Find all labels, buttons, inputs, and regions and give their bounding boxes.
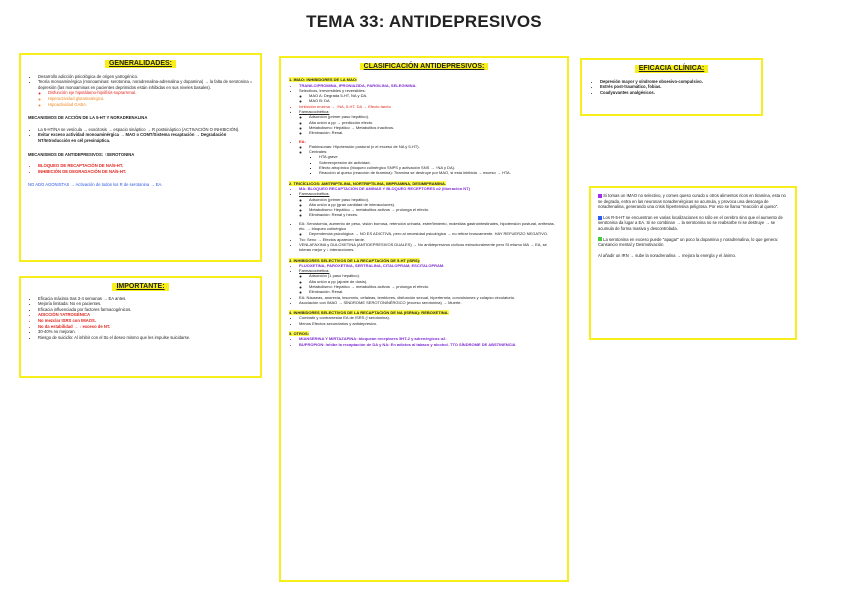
footer-note: NO ADO AGONISTAS → Activación de todos los R de serotonina → EA. (28, 182, 163, 188)
mec-antidepresivos-title: MECANISMOS DE ANTIDEPRESIVOS: ↑SEROTONINA (28, 151, 135, 157)
list-item: ◦ Metabolismo: Hepático → Metabolitos inactivos. (309, 125, 559, 130)
note-paragraph: La serotonina en exceso puede "apagar" un poco la dopamina y noradrenalina, lo que genera: Cansancio mental y Desmotivación (598, 236, 778, 248)
list-item: • ADICCIÓN YATROGÉNICA (38, 312, 253, 318)
list-item: • Eficacia máxima tras 3-4 semanas → EA antes. (38, 296, 253, 302)
list-item: • INHIBICIÓN DE DEGRADACIÓN DE NA/5-HT. (38, 169, 253, 175)
list-item: • Farmacocinética: (299, 191, 559, 196)
generalidades-box (19, 53, 262, 262)
list-item: ◦ Metabolismo: Hepático → metabolitos activos → prolonga el efecto. (309, 207, 559, 212)
importante-header: IMPORTANTE: (112, 283, 168, 291)
list-item: • VENLAFAXINA y DULOXETINA (ANTIDEPRESIVOS DUALES) → No antidepresivos cíclicos estructuralmente pero SI mismo MA → EA, se toleran mejor y ↓ interacciones. (299, 242, 559, 253)
list-item: ◦ MAO B: DA (309, 98, 559, 103)
list-item: ◦ Dependencia psicológica → NO ES ADICTIVA, pero al necesidad psicológica → no retirar bruscamente. HAY REFUERZO NEGATIVO. (309, 231, 559, 236)
list-item: • Tto: Seno → Efectos aparecen tarde. (299, 237, 559, 242)
list-item: • Selectivos, irreversibles y reversibles. (299, 88, 559, 93)
list-item: • TRANILCIPROMINA, IPRONIAZIDA, PARGILINA, SELEGININA. (299, 83, 559, 88)
list-item: ◦ Alta unión a pp (ajuste de dosis). (309, 279, 559, 284)
eficacia-list (590, 79, 753, 96)
list-item: • BUPROPION: Inhibe la recaptación de DA y NA: En adictos al tabaco y alcohol. TTO SÍNDROME DE ABSTINENCIA (299, 342, 559, 347)
note-paragraph: Los R-5-HT se encuentran en varias localizaciones no sólo en el cerebro sino que el aumento de serotonina da lugar a EA. Si se combinan → la serotonina no se reabsorbe ni se destruye → se acumula de forma masiva y descontrolada. (598, 214, 783, 231)
importante-list (28, 296, 253, 341)
eficacia-header: EFICACIA CLÍNICA: (635, 65, 708, 73)
list-item: ◦ Eliminación: Renal. (309, 130, 559, 135)
list-item: • MA: BLOQUEO RECAPTACIÓN DE AMINAS Y BLOQUEO RECEPTORES α2 (liberación NT) (299, 186, 559, 191)
list-item: • No da estabilidad → ↓ exceso de NT. (38, 324, 253, 330)
section-title: 3. INHIBIDORES SELECTIVOS DE LA RECAPTACIÓN DE 5-HT (ISRS): (289, 257, 421, 263)
section-isrna (289, 310, 559, 326)
list-item: • BLOQUEO DE RECAPTACIÓN DE NA/5-HT. (38, 163, 253, 169)
list-item: • FLUOXETINA, PAROXETINA, SERTRALINA, CITALOPRAM, ESCITALOPRAM. (299, 263, 559, 268)
list-item: ◦ Alta unión a pp (gran cantidad de interacciones). (309, 202, 559, 207)
list-item: • EA: Náuseas, anorexia, insomnio, cefaleas, temblores, disfunción sexual, hipertermia, convulsiones y colapso circulatorio. (299, 295, 559, 300)
section-title: 2. TRICÍCLICOS: AMITRIPTILINA, NORTRIPTILINA, IMIPRAMINA, DESIMIPRAMINA. (289, 180, 446, 186)
list-item: ◦ Alta unión a pp → predicción efecto. (309, 120, 559, 125)
list-item: • La 5-HT/NA se vesícula → exocitosis → espacio sináptico → R postsináptico (ACTIVACIÓN O INHIBICIÓN). (38, 127, 253, 133)
notas-box (589, 186, 797, 340)
list-item: • Farmacocinética: (299, 268, 559, 273)
list-item: • Combatir y contrarrestar EA de ISRS (↑serotonina). (299, 315, 559, 320)
section-title: 4. INHIBIDORES SELECTIVOS DE LA RECAPTACIÓN DE NA (ISRNA): REBOXETINA. (289, 310, 449, 316)
list-item: • Evitar exceso actividad monoaminérgica → MAO o COMT/Sistema recaptación → Degradación NT/Introducción en cél presináptica. (38, 132, 253, 143)
list-item: ◦ Adsorción (primer paso hepático). (309, 114, 559, 119)
section-imao (289, 77, 559, 175)
list-item: • Coadyuvantes analgésicos. (600, 90, 753, 96)
list-item: ◦ MAO A: Degrada 5-HT, NA y DA. (309, 93, 559, 98)
purple-marker-icon (598, 194, 602, 198)
section-otros (289, 331, 559, 347)
list-item: • EA: (299, 139, 559, 144)
list-item: • Asociación con IMAO → SÍNDROME SEROTONINÉRGICO (exceso serotonina) → Muerte. (299, 300, 559, 305)
list-item: ◦ Hiperactividad glutamatérgica. (48, 96, 253, 102)
list-item: ▪ Sobreexpresión de actividad. (319, 160, 559, 165)
list-item: • Farmacocinética: (299, 109, 559, 114)
importante-box (19, 276, 262, 378)
list-item: ◦ Adsorción (primer paso hepático). (309, 197, 559, 202)
list-item: ◦ Disfunción eje hipotálamo-hipófisis-suprarrenal. (48, 90, 253, 96)
clasificacion-box (279, 56, 569, 582)
mec-accion-title: MECANISMOS DE ACCIÓN DE LA 5-HT Y NORADRENALINA (28, 115, 148, 121)
section-triciclicos (289, 181, 559, 253)
list-item: ◦ Metabolismo: Hepático → metabolitos activos → prolonga el efecto. (309, 284, 559, 289)
list-item: ◦ Hipoactividad GABA. (48, 102, 253, 108)
list-item: • Depresión mayor y síndrome obsesivo-compulsivo. (600, 79, 753, 85)
list-item: ▪ Efecto atropínico (bloqueo colinérgico SNPS y activación SNS → ↑NA y DA). (319, 165, 559, 170)
list-item: • EA: Xerostomía, aumento de peso, visión borrosa, retención urinaria, estreñimiento, molestias gastrointestinales, hipotensión postural, arritmias, etc. → bloqueo colinérgico (299, 221, 559, 232)
list-item: • Menos Efectos secundarios y antidepresivo. (299, 321, 559, 326)
list-item: ◦ Parkinsonas: Hipotensión postural (x el exceso de NA y 5-HT). (309, 144, 559, 149)
list-item: • Desarrollo adicción psicológica de origen yatrogénico. (38, 74, 253, 80)
section-title: 5. OTROS: (289, 331, 310, 337)
mec-accion-list (28, 127, 253, 144)
list-item: • Inhibición enzima → ↑NA, 5-HT, DA → Efecto tardío (299, 104, 559, 109)
mec-antidepresivos-list (28, 163, 253, 174)
green-marker-icon (598, 237, 602, 241)
generalidades-header: GENERALIDADES: (105, 60, 176, 68)
list-item: ▪ HTA grave (319, 154, 559, 159)
list-item: ◦ Centrales: (309, 149, 559, 154)
list-item: • Eficacia influenciada por factores farmacogénicos. (38, 307, 253, 313)
list-item: • 30-40% no mejoran. (38, 329, 253, 335)
generalidades-list (28, 74, 253, 108)
note-paragraph: Si tomas un IMAO no selectivo, y comes queso curado u otros alimentos ricos en tiramina, esta no se degrada, entra en las neuronas noradrenérgicas se acumula, y provoca una descarga de noradrenalina, generando una crisis hipertensiva peligrosa. Por eso se llama "reacción al queso". (598, 193, 786, 210)
section-isrs (289, 258, 559, 306)
list-item: ◦ Eliminación: Renal y heces. (309, 212, 559, 217)
list-item: • Teoría monoaminérgica (monoaminas: serotonina, noradrenalina-adrenalina y dopamina) → la falta de serotonina = depresión (las monoaminas en pacientes deprimidos están inhibidas en sus niveles basales). (38, 79, 253, 90)
eficacia-box (580, 58, 763, 116)
section-title: 1. IMAO: INHIBIDORES DE LA MAO: (289, 77, 358, 83)
list-item: ◦ Eliminación: Renal. (309, 289, 559, 294)
list-item: ▪ Reacción al queso (reacción de tiramina): Tiramina se destruye por MAO, si esta inhibida → exceso → HTA. (319, 170, 559, 175)
list-item: ◦ Adsorción (1 paso hepático). (309, 273, 559, 278)
list-item: • No mezclar ISRS con IMAOS. (38, 318, 253, 324)
list-item: • MIANSERINA Y MIRTAZAPINA: bloquean receptores 5HT-2 y adrenérgicos α2. (299, 336, 559, 341)
list-item: • Estrés post-traumático, fobias. (600, 84, 753, 90)
list-item: • Mejoría limitada: No en pacientes. (38, 301, 253, 307)
clasificacion-header: CLASIFICACIÓN ANTIDEPRESIVOS: (360, 63, 489, 70)
blue-marker-icon (598, 216, 602, 220)
page-title: TEMA 33: ANTIDEPRESIVOS (306, 12, 542, 31)
list-item: • Riesgo de suicidio: Al inhibir con el tto el deseo mismo que les impulse suicidarse. (38, 335, 253, 341)
note-paragraph: Al añadir un IRN → sube la noradrenalina → mejora la energía y el ánimo. (598, 252, 737, 258)
